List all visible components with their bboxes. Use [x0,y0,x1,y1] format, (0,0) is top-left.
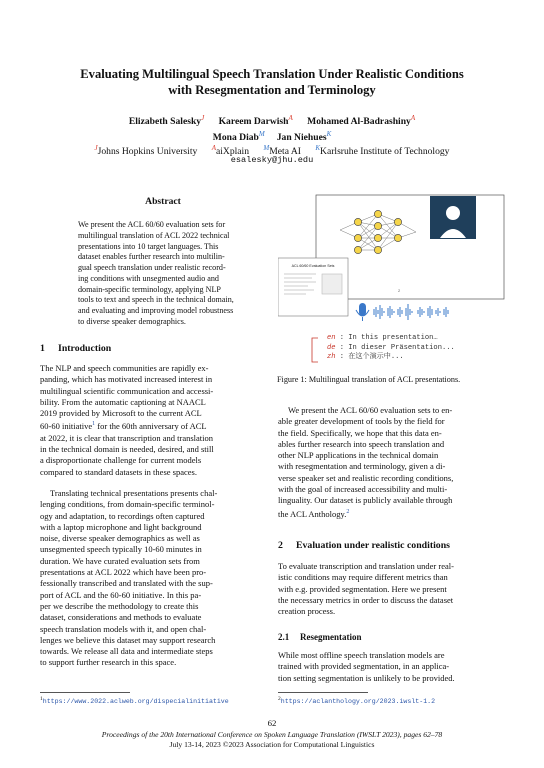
author-mark: J [201,114,205,122]
intro-paragraph-2 [40,488,268,669]
footer-line-1: Proceedings of the 20th International Conference on Spoken Language Translation (IWSLT 2023), pages 62–78 [101,730,443,739]
affiliation-name: Karlsruhe Institute of Technology [320,146,450,158]
abstract-line: domain-specific terminology, applying NLP [78,284,221,294]
text-line: presentations at ACL 2022 which have been pro- [40,567,207,578]
affiliation-name: Johns Hopkins University [97,146,198,158]
text-fragment: 60-60 initiative [40,421,93,432]
text-line: istic conditions may require different metrics than [278,572,448,583]
text-line: To evaluate transcription and translation under real- [278,561,454,571]
abstract-body [78,220,250,328]
text-line: compared to standard datasets in these spaces. [40,466,197,477]
author-name: Jan Niehues [276,132,327,144]
text-line: duration. We have curated evaluation sets from [40,555,200,566]
author-name: Mohamed Al-Badrashiny [307,116,411,128]
text-line: creation process. [278,606,336,617]
text-line: speech translation models with it, and open chal- [40,623,207,634]
language-code: zh [327,353,336,362]
author-list [40,112,504,144]
text-line: ables further research into speech translation and [278,438,445,449]
audio-waveform [374,304,448,320]
text-fragment: Translating technical presentations presents chal- [50,488,218,498]
resegmentation-paragraph [278,650,506,684]
translation-line-zh: zh : 在这个演示中... [327,353,404,362]
footnote-1 [40,696,270,705]
author-mark: A [410,114,416,122]
abstract-line: tools to text and speech in the technical domain, [78,295,234,305]
text-line: with the goal of increased accessibility and multi- [278,484,448,495]
abstract-line: We present the ACL 60/60 evaluation sets for [78,220,226,229]
text-line: tion setting segmentation is unlikely to be provided. [278,672,455,683]
language-code: de [327,343,336,352]
affiliation-name: aiXplain [215,146,250,158]
abstract-line: to diverse speaker demographics. [78,316,186,326]
text-line [278,405,506,416]
section-title: Evaluation under realistic conditions [296,540,450,551]
text-line: in the technical domain is needed, desired, and still [40,443,214,454]
microphone-icon [356,303,369,321]
section-title: Resegmentation [300,632,362,642]
footnote-mark: 2 [278,696,281,702]
abstract-line: and evaluating and improving model robustness [78,306,234,315]
title-line-2: with Resegmentation and Terminology [168,83,376,97]
slide-page-mark: 2 [398,288,401,293]
slide-title: ACL 60/60 Evaluation Sets [291,264,335,268]
abstract-heading: Abstract [145,196,181,207]
paper-title [40,66,504,98]
text-line: multilingual scientific communication and accessi- [40,385,214,396]
text-line [278,507,506,520]
text-line: verse speaker set and realistic recording conditions, [278,472,454,483]
text-line: The NLP and speech communities are rapidly ex- [40,363,209,373]
text-line: towards. We release all data and intermediate steps [40,646,213,657]
footnote-rule [278,692,368,693]
contact-email[interactable]: esalesky@jhu.edu [230,155,314,165]
footnote-link[interactable]: https://aclanthology.org/2023.iwslt-1.2 [280,698,436,706]
text-line: to support further research in this space. [40,657,177,668]
translation-output-list [327,334,507,363]
section-heading-evaluation [278,540,450,551]
footnote-2 [278,696,506,705]
text-line: noise, diverse speaker demographics as well as [40,533,200,544]
text-fragment: the ACL Anthology. [278,508,347,519]
section-title: Introduction [58,343,112,354]
text-line: While most offline speech translation models are [278,650,445,660]
footnote-rule [40,692,130,693]
speaker-head-icon [446,206,460,220]
author-mark: K [326,130,332,139]
text-line: panding, which has motivated increased interest in [40,374,213,385]
footnote-link[interactable]: https://www.2022.aclweb.org/dispecialinitiative [42,698,229,706]
abstract-line: multilingual translation of ACL 2022 technical [78,230,230,240]
section-heading-introduction [40,343,111,354]
footnote-mark: 1 [40,696,43,702]
affiliation-mark: A [211,144,216,152]
footer-line-2: July 13-14, 2023 ©2023 Association for Computational Linguistics [169,740,375,749]
text-line: lenging conditions, from domain-specific terminol- [40,499,215,510]
text-line: 2019 provided by Microsoft to the current ACL [40,408,202,419]
translation-line-de: de : In dieser Präsentation... [327,343,455,352]
author-mark: M [258,130,265,139]
text-line: dataset, considerations and methods to evaluate [40,612,202,623]
text-line: at 2022, it is clear that transcription and translation [40,432,214,443]
text-line: other NLP applications in the technical domain [278,450,439,461]
text-line: with e.g. provided segmentation. Here we present [278,583,447,594]
translation-text: In dieser Präsentation... [348,343,455,352]
section-number: 2 [278,540,283,551]
text-line [40,488,268,499]
text-line: port of ACL and the 60-60 initiative. In this pa- [40,589,202,600]
text-line: ogy and adaptation, to recordings often captured [40,510,205,521]
footnote-ref[interactable]: 2 [346,508,350,515]
author-mark: A [288,114,293,122]
text-line: trained with provided segmentation, in an applica- [278,661,450,672]
intro-paragraph-1 [40,363,268,478]
text-line: able greater development of tools by the field for [278,416,445,427]
author-name: Mona Diab [212,132,259,144]
abstract-line: presentations into 10 target languages. This [78,241,219,251]
author-name: Elizabeth Salesky [128,116,202,128]
footnote-ref[interactable]: 1 [92,421,96,428]
abstract-line: ing conditions with unsegmented audio and [78,273,219,283]
text-fragment: for the 60th anniversary of ACL [95,421,207,432]
affiliation-mark: M [263,144,270,152]
affiliation-mark: K [315,144,321,152]
text-line: linguality. Our dataset is publicly available through [278,495,453,506]
text-line: the field. Specifically, we hope that this data en- [278,427,442,438]
proceedings-footer [40,730,504,750]
text-line: fessionally transcribed and translated with the sup- [40,578,213,589]
text-line: lenges we believe this dataset may support research [40,634,216,645]
text-line: a disproportionate challenge for current models [40,455,202,466]
page-number: 62 [267,718,277,728]
author-name: Kareem Darwish [218,116,289,128]
text-line: with resegmentation and terminology, given a di- [278,461,446,472]
text-line [40,419,268,432]
text-line: bility. From the automatic captioning at NAACL [40,396,206,407]
text-fragment: We present the ACL 60/60 evaluation sets to en- [288,405,453,415]
abstract-line: dataset enables further research into multilin- [78,252,225,262]
figure-caption: Figure 1: Multilingual translation of ACL presentations. [277,375,461,384]
subsection-heading-resegmentation [278,632,362,642]
section-number: 2.1 [278,632,290,642]
affiliation-mark: J [94,144,98,152]
text-line: the necessary metrics in order to discuss the dataset [278,594,454,605]
translation-text: In this presentation… [348,334,438,342]
text-line: with a laptop microphone and light background [40,521,202,532]
translation-bracket [312,338,318,362]
evaluation-paragraph [278,561,506,617]
title-line-1: Evaluating Multilingual Speech Translation Under Realistic Conditions [80,67,464,81]
translation-line-en: en : In this presentation… [327,334,438,342]
abstract-line: gual speech translation under realistic record- [78,263,226,272]
right-paragraph [278,405,506,520]
text-line: per we describe the methodology to create this [40,600,199,611]
translation-text: 在这个演示中... [348,353,404,362]
affiliation-name: Meta AI [269,146,301,158]
language-code: en [327,334,336,342]
section-number: 1 [40,343,45,354]
text-line: unsegmented speech typically 10-60 minutes in [40,544,202,555]
